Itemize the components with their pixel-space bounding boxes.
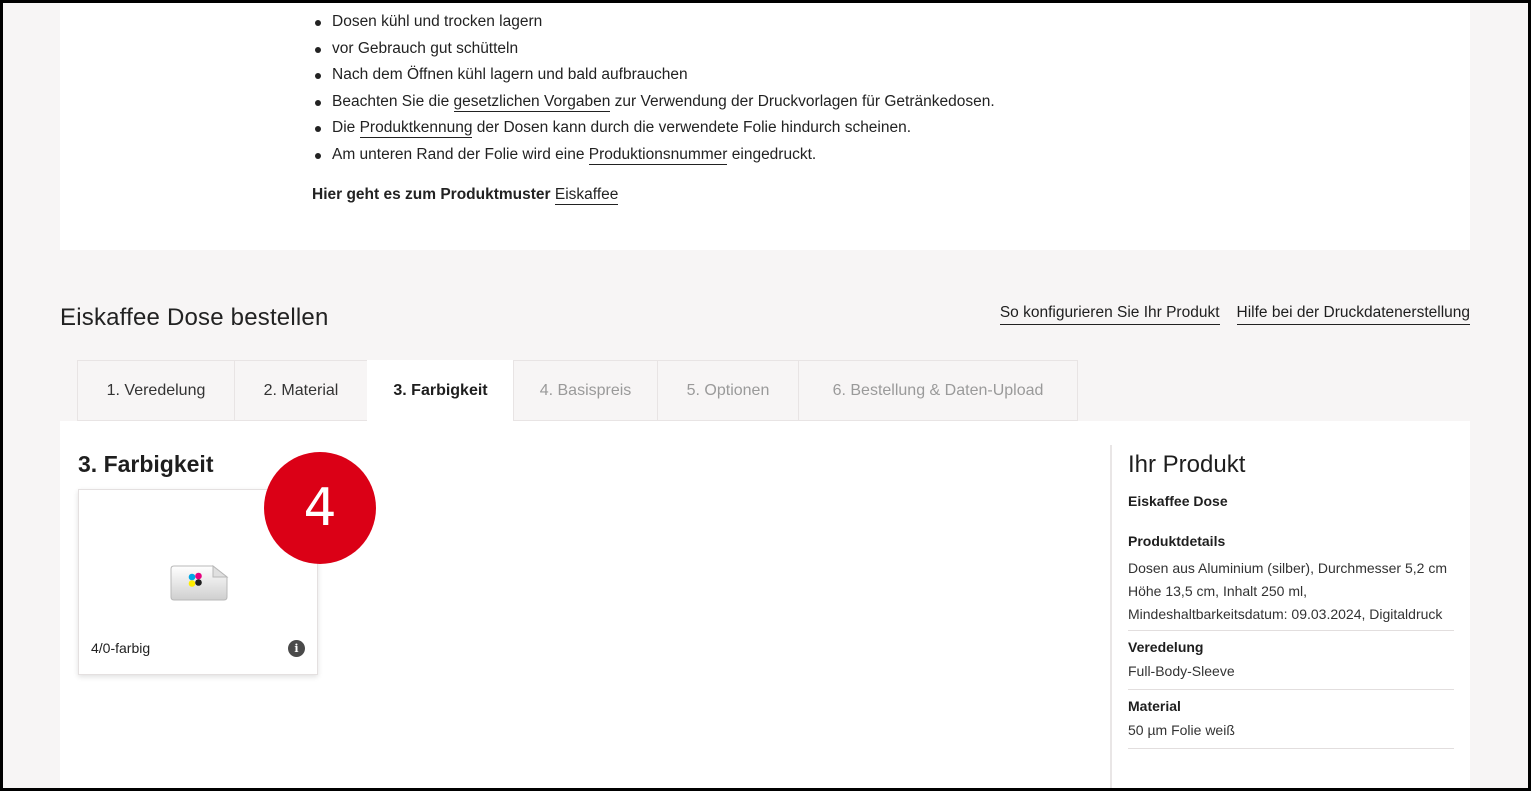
help-links: [1000, 304, 1470, 325]
product-info-panel: [60, 0, 1470, 250]
summary-material-section: [1128, 690, 1454, 749]
product-sample-link[interactable]: Eiskaffee: [554, 186, 619, 203]
tab-step-6[interactable]: 6. Bestellung & Daten-Upload: [798, 360, 1078, 421]
step-title: 3. Farbigkeit: [78, 451, 214, 477]
note-text: Beachten Sie die: [332, 92, 454, 110]
note-text: Am unteren Rand der Folie wird eine: [332, 145, 589, 163]
tab-step-5[interactable]: 5. Optionen: [657, 360, 798, 421]
note-text: Dosen kühl und trocken lagern: [332, 13, 543, 30]
note-link[interactable]: gesetzlichen Vorgaben: [453, 92, 611, 110]
tab-step-2[interactable]: 2. Material: [234, 360, 367, 421]
note-text: eingedruckt.: [727, 145, 817, 163]
summary-details-text: Dosen aus Aluminium (silber), Durchmesser 5,2 cm Höhe 13,5 cm, Inhalt 250 ml, Mindeshaltbarkeitsdatum: 09.03.2024, Digitaldruck: [1128, 560, 1447, 622]
note-text: Nach dem Öffnen kühl lagern und bald aufbrauchen: [332, 66, 688, 84]
product-sample-line: [312, 186, 618, 204]
product-note-item: [312, 89, 1412, 116]
color-option-label: 4/0-farbig: [91, 640, 151, 656]
product-notes-list: [312, 9, 1412, 169]
note-text: der Dosen kann durch die verwendete Folie hindurch scheinen.: [472, 119, 912, 137]
summary-material-heading: Material: [1128, 698, 1181, 714]
print-data-help-link[interactable]: Hilfe bei der Druckdatenerstellung: [1237, 304, 1470, 325]
summary-product-name: Eiskaffee Dose: [1128, 493, 1228, 509]
cmyk-document-icon: [169, 563, 229, 601]
summary-details-heading: Produktdetails: [1128, 533, 1226, 549]
summary-finish-heading: Veredelung: [1128, 639, 1204, 655]
tab-step-4[interactable]: 4. Basispreis: [513, 360, 657, 421]
note-text: Die: [332, 119, 360, 137]
note-text: zur Verwendung der Druckvorlagen für Getränkedosen.: [610, 92, 995, 110]
note-link[interactable]: Produktkennung: [359, 119, 473, 137]
note-link[interactable]: Produktionsnummer: [588, 145, 728, 163]
product-note-item: [312, 142, 1412, 169]
info-icon[interactable]: i: [288, 640, 305, 657]
product-note-item: [312, 9, 1412, 36]
configurator-tabs: [77, 360, 1078, 421]
summary-finish-text: Full-Body-Sleeve: [1128, 663, 1235, 679]
product-sample-label: Hier geht es zum Produktmuster: [312, 186, 555, 203]
configure-help-link[interactable]: So konfigurieren Sie Ihr Produkt: [1000, 304, 1220, 325]
summary-finish-section: [1128, 631, 1454, 690]
step-number-badge: 4: [264, 452, 376, 564]
summary-title: Ihr Produkt: [1128, 451, 1246, 478]
product-note-item: [312, 62, 1412, 89]
product-summary: [1110, 445, 1454, 791]
summary-details-section: [1128, 533, 1454, 631]
tab-step-3[interactable]: 3. Farbigkeit: [367, 360, 513, 421]
product-note-item: [312, 115, 1412, 142]
note-text: vor Gebrauch gut schütteln: [332, 39, 519, 57]
product-note-item: [312, 36, 1412, 63]
tab-step-1[interactable]: 1. Veredelung: [77, 360, 234, 421]
order-title: Eiskaffee Dose bestellen: [60, 304, 329, 331]
summary-material-text: 50 µm Folie weiß: [1128, 722, 1235, 738]
